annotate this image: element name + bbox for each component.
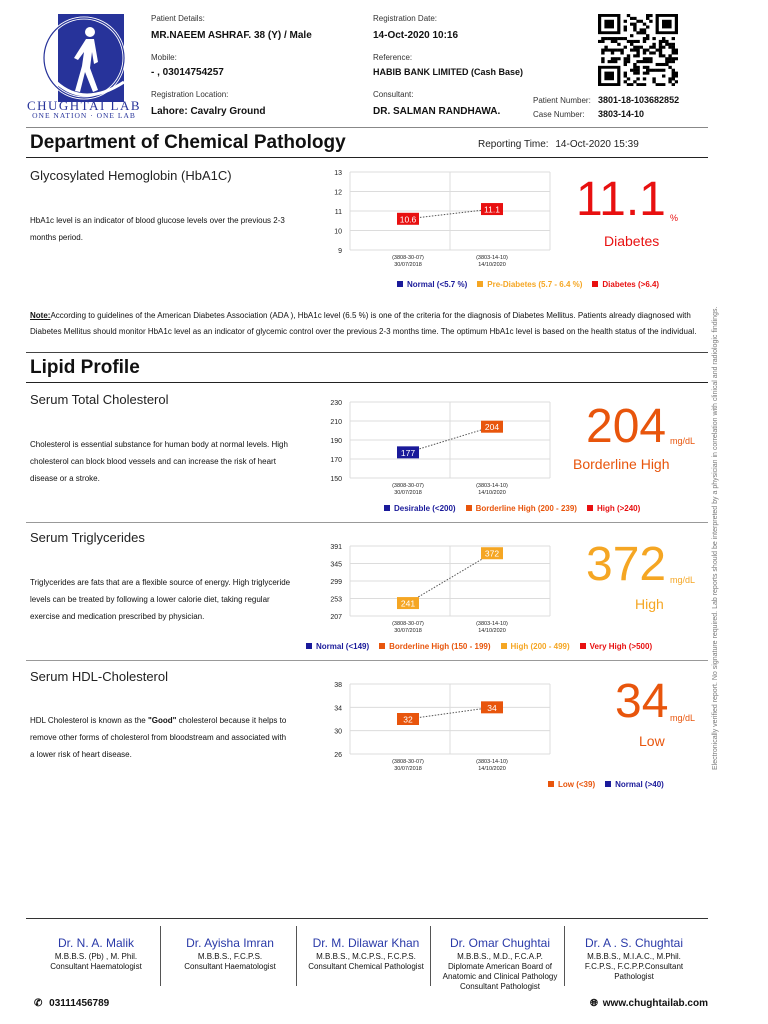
- consultant-separator: [564, 926, 565, 986]
- legend-label: Diabetes (>6.4): [602, 280, 660, 289]
- patient-name: MR.NAEEM ASHRAF. 38 (Y) / Male: [151, 30, 312, 41]
- legend-swatch: [306, 643, 312, 649]
- data-label: 177: [400, 447, 416, 458]
- y-tick-label: 9: [338, 248, 342, 255]
- legend-label: High (>240): [596, 504, 641, 513]
- legend-item: [466, 504, 577, 513]
- reporting-time-value: 14-Oct-2020 15:39: [555, 139, 639, 150]
- cholesterol-unit: mg/dL: [670, 436, 696, 446]
- hdl-description-post: cholesterol because it helps to remove other forms of cholesterol from bloodstream and associated with a lower risk of heart disease.: [30, 716, 287, 759]
- data-label: 204: [484, 422, 500, 433]
- legend-swatch: [605, 781, 611, 787]
- data-label: 34: [487, 702, 497, 713]
- y-tick-label: 38: [334, 682, 342, 689]
- triglycerides-unit: mg/dL: [670, 575, 696, 585]
- note-text: According to guidelines of the American Diabetes Association (ADA ), HbA1c level (6.5 %) is one of the criteria for the diagnosis of Diabetes Mellitus. Patients already diagnosed with Diabetes Mellitus should monitor HbA1c level as an indicator of glycemic control over the previous 2-3 months time. The optimum HbA1c level is based on the health status of the individual.: [30, 311, 697, 336]
- legend-item: [580, 642, 652, 651]
- chart-grid: [350, 402, 550, 478]
- y-tick-label: 207: [330, 614, 342, 621]
- consultant-card: [298, 936, 434, 972]
- contact-website: [590, 998, 708, 1009]
- y-tick-label: 190: [330, 438, 342, 445]
- legend-item: [501, 642, 570, 651]
- y-tick-label: 345: [330, 561, 342, 569]
- consultant-card: [162, 936, 298, 972]
- triglycerides-legend: [306, 642, 662, 651]
- consultant-name: Dr. Omar Chughtai: [449, 936, 551, 950]
- qr-code: [598, 14, 678, 86]
- legend-swatch: [592, 281, 598, 287]
- legend-item: [397, 280, 467, 289]
- chart-grid: [350, 172, 550, 250]
- y-tick-label: 391: [330, 544, 342, 551]
- legend-label: Desirable (<200): [394, 504, 456, 513]
- x-tick-label: (3803-14-10): [476, 255, 508, 261]
- x-tick-label: (3808-30-07): [392, 759, 424, 765]
- reporting-time-label: Reporting Time:: [478, 139, 549, 150]
- consultant-separator: [430, 926, 431, 986]
- consultant-separator: [160, 926, 161, 986]
- consultant-credential: Anatomic and Clinical Pathology: [442, 972, 558, 981]
- hdl-description-pre: HDL Cholesterol is known as the: [30, 716, 148, 725]
- hdl-unit: mg/dL: [670, 713, 696, 723]
- y-tick-label: 26: [334, 752, 342, 759]
- reference-label: Reference:: [373, 53, 413, 62]
- x-tick-label: 14/10/2020: [478, 766, 506, 772]
- consultant-card: [566, 936, 702, 982]
- legend-item: [592, 280, 659, 289]
- consultant-credential: Consultant Chemical Pathologist: [308, 962, 424, 971]
- consultant-credential: F.C.P.S., F.C.P.P.Consultant: [584, 962, 684, 971]
- legend-item: [548, 780, 595, 789]
- patient-number: 3801-18-103682852: [598, 95, 680, 105]
- reporting-time: [478, 139, 639, 150]
- legend-swatch: [587, 505, 593, 511]
- patient-details-label: Patient Details:: [151, 14, 205, 23]
- department-title: Department of Chemical Pathology: [30, 132, 346, 153]
- consultant-credential: M.B.B.S. (Pb) , M. Phil.: [54, 952, 138, 961]
- consultant-separator: [296, 926, 297, 986]
- triglycerides-status: High: [635, 596, 664, 612]
- consultant-credential: Consultant Haematologist: [184, 962, 276, 971]
- y-tick-label: 11: [334, 209, 342, 216]
- data-label: 11.1: [484, 204, 500, 215]
- legend-label: Borderline High (150 - 199): [389, 642, 491, 651]
- website-link[interactable]: www.chughtailab.com: [602, 998, 708, 1009]
- note-label: Note:: [30, 311, 51, 320]
- triglycerides-trend-chart: [300, 540, 570, 640]
- legend-label: Very High (>500): [589, 642, 653, 651]
- hba1c-unit: %: [670, 213, 679, 223]
- brand-tagline: ONE NATION · ONE LAB: [32, 111, 136, 120]
- cholesterol-status: Borderline High: [573, 456, 670, 472]
- chart-grid: [350, 546, 550, 616]
- hdl-description: [30, 712, 292, 763]
- location-label: Registration Location:: [151, 90, 229, 99]
- legend-item: [379, 642, 490, 651]
- legend-swatch: [501, 643, 507, 649]
- legend-label: Borderline High (200 - 239): [475, 504, 577, 513]
- legend-label: High (200 - 499): [510, 642, 570, 651]
- consultant-credential: Consultant Haematologist: [50, 962, 142, 971]
- mobile-number: - , 03014754257: [151, 67, 224, 78]
- footer-divider: [26, 918, 708, 919]
- consultant-card: [432, 936, 568, 992]
- consultant-credential: Diplomate American Board of: [447, 962, 553, 971]
- y-tick-label: 170: [330, 457, 342, 464]
- hba1c-description: HbA1c level is an indicator of blood glucose levels over the previous 2-3 months period.: [30, 216, 285, 242]
- consultant-name: Dr. M. Dilawar Khan: [312, 936, 420, 950]
- hba1c-title: Glycosylated Hemoglobin (HbA1C): [30, 168, 232, 183]
- x-tick-label: (3808-30-07): [392, 621, 424, 627]
- mobile-label: Mobile:: [151, 53, 177, 62]
- y-tick-label: 299: [330, 579, 342, 586]
- consultant-name: Dr. A . S. Chughtai: [584, 936, 684, 950]
- cholesterol-legend: [384, 504, 650, 513]
- legend-item: [587, 504, 640, 513]
- hdl-legend: [548, 780, 674, 789]
- legend-item: [384, 504, 456, 513]
- consultant-label: Consultant:: [373, 90, 414, 99]
- x-tick-label: (3803-14-10): [476, 483, 508, 489]
- x-tick-label: (3808-30-07): [392, 255, 424, 261]
- consultant-name: Dr. N. A. Malik: [57, 936, 134, 950]
- electronic-verification-note: Electronically verified report. No signature required. Lab reports should be interpreted by a physician in correlation with clinical and radiologic findings.: [712, 306, 719, 770]
- brand-name: CHUGHTAI LAB: [26, 98, 142, 113]
- y-tick-label: 253: [330, 596, 342, 604]
- y-tick-label: 150: [330, 476, 342, 483]
- header-divider: [26, 127, 708, 128]
- y-tick-label: 30: [334, 728, 342, 736]
- consultant-name: Dr. Ayisha Imran: [186, 936, 274, 950]
- x-tick-label: 30/07/2018: [394, 766, 422, 772]
- phone-number: 03111456789: [49, 998, 110, 1009]
- consultant-card: [28, 936, 164, 972]
- legend-label: Normal (<5.7 %): [407, 280, 468, 289]
- hba1c-legend: [397, 280, 669, 289]
- triglycerides-divider: [26, 660, 708, 661]
- registration-location: Lahore: Cavalry Ground: [151, 106, 266, 117]
- reference-value: HABIB BANK LIMITED (Cash Base): [373, 67, 524, 77]
- legend-swatch: [397, 281, 403, 287]
- triglycerides-description: Triglycerides are fats that are a flexible source of energy. High triglyceride levels can be treated by following a lower calorie diet, taking regular exercise and medication prescribed by physician.: [30, 578, 291, 621]
- registration-date: 14-Oct-2020 10:16: [373, 30, 459, 41]
- legend-label: Pre-Diabetes (5.7 - 6.4 %): [487, 280, 583, 289]
- cholesterol-trend-chart: [300, 396, 570, 502]
- hdl-title: Serum HDL-Cholesterol: [30, 669, 168, 684]
- cholesterol-result: 204: [586, 400, 667, 453]
- lipid-profile-title: Lipid Profile: [30, 357, 140, 378]
- legend-swatch: [379, 643, 385, 649]
- y-tick-label: 210: [330, 419, 342, 426]
- consultant-credential: M.B.B.S., M.D., F.C.A.P.: [457, 952, 543, 961]
- case-number: 3803-14-10: [598, 109, 645, 119]
- consultant-credential: M.B.B.S., M.C.P.S., F.C.P.S.: [316, 952, 416, 961]
- triglycerides-title: Serum Triglycerides: [30, 530, 145, 545]
- y-tick-label: 230: [330, 400, 342, 407]
- y-tick-label: 10: [334, 228, 342, 236]
- legend-label: Normal (>40): [615, 780, 664, 789]
- hba1c-result: 11.1: [576, 173, 666, 226]
- legend-swatch: [384, 505, 390, 511]
- y-tick-label: 13: [334, 170, 342, 177]
- chart-grid: [350, 684, 550, 754]
- legend-label: Low (<39): [558, 780, 596, 789]
- legend-swatch: [580, 643, 586, 649]
- case-number-label: Case Number:: [533, 110, 585, 119]
- x-tick-label: (3803-14-10): [476, 621, 508, 627]
- x-tick-label: 30/07/2018: [394, 490, 422, 496]
- hdl-status: Low: [639, 733, 665, 749]
- hba1c-trend-chart: [300, 166, 570, 274]
- legend-swatch: [477, 281, 483, 287]
- legend-item: [477, 280, 582, 289]
- consultant-name: DR. SALMAN RANDHAWA.: [373, 106, 501, 117]
- hba1c-status: Diabetes: [604, 233, 660, 249]
- x-tick-label: 14/10/2020: [478, 490, 506, 496]
- legend-item: [306, 642, 369, 651]
- x-tick-label: (3803-14-10): [476, 759, 508, 765]
- globe-icon: 🌐︎: [590, 998, 598, 1009]
- x-tick-label: 30/07/2018: [394, 628, 422, 634]
- legend-label: Normal (<149): [316, 642, 370, 651]
- lipid-divider: [26, 382, 708, 383]
- data-label: 372: [484, 548, 500, 559]
- patient-number-label: Patient Number:: [533, 96, 591, 105]
- legend-swatch: [466, 505, 472, 511]
- triglycerides-result: 372: [586, 538, 667, 591]
- cholesterol-description: Cholesterol is essential substance for human body at normal levels. High cholesterol can block blood vessels and can increase the risk of heart disease or a stroke.: [30, 440, 288, 483]
- x-tick-label: 14/10/2020: [478, 628, 506, 634]
- consultant-credential: Consultant Pathologist: [459, 982, 541, 991]
- department-divider: [26, 157, 708, 158]
- contact-phone: [34, 998, 109, 1009]
- hdl-description-bold: "Good": [147, 716, 177, 725]
- legend-item: [605, 780, 664, 789]
- x-tick-label: (3808-30-07): [392, 483, 424, 489]
- registration-date-label: Registration Date:: [373, 14, 438, 23]
- x-tick-label: 14/10/2020: [478, 262, 506, 268]
- consultant-credential: Pathologist: [614, 972, 654, 981]
- y-tick-label: 34: [334, 705, 342, 713]
- cholesterol-title: Serum Total Cholesterol: [30, 392, 169, 407]
- x-tick-label: 30/07/2018: [394, 262, 422, 268]
- data-label: 241: [400, 598, 416, 609]
- data-label: 32: [403, 714, 413, 725]
- consultant-credential: M.B.B.S., M.I.A.C., M.Phil.: [587, 952, 681, 961]
- consultant-credential: M.B.B.S., F.C.P.S.: [197, 952, 263, 961]
- hba1c-note: [30, 308, 712, 340]
- cholesterol-divider: [26, 522, 708, 523]
- y-tick-label: 12: [334, 189, 342, 197]
- data-label: 10.6: [399, 214, 417, 225]
- note-divider: [26, 352, 708, 353]
- hdl-trend-chart: [300, 678, 570, 778]
- hdl-result: 34: [615, 675, 669, 728]
- phone-icon: ✆: [34, 998, 43, 1009]
- legend-swatch: [548, 781, 554, 787]
